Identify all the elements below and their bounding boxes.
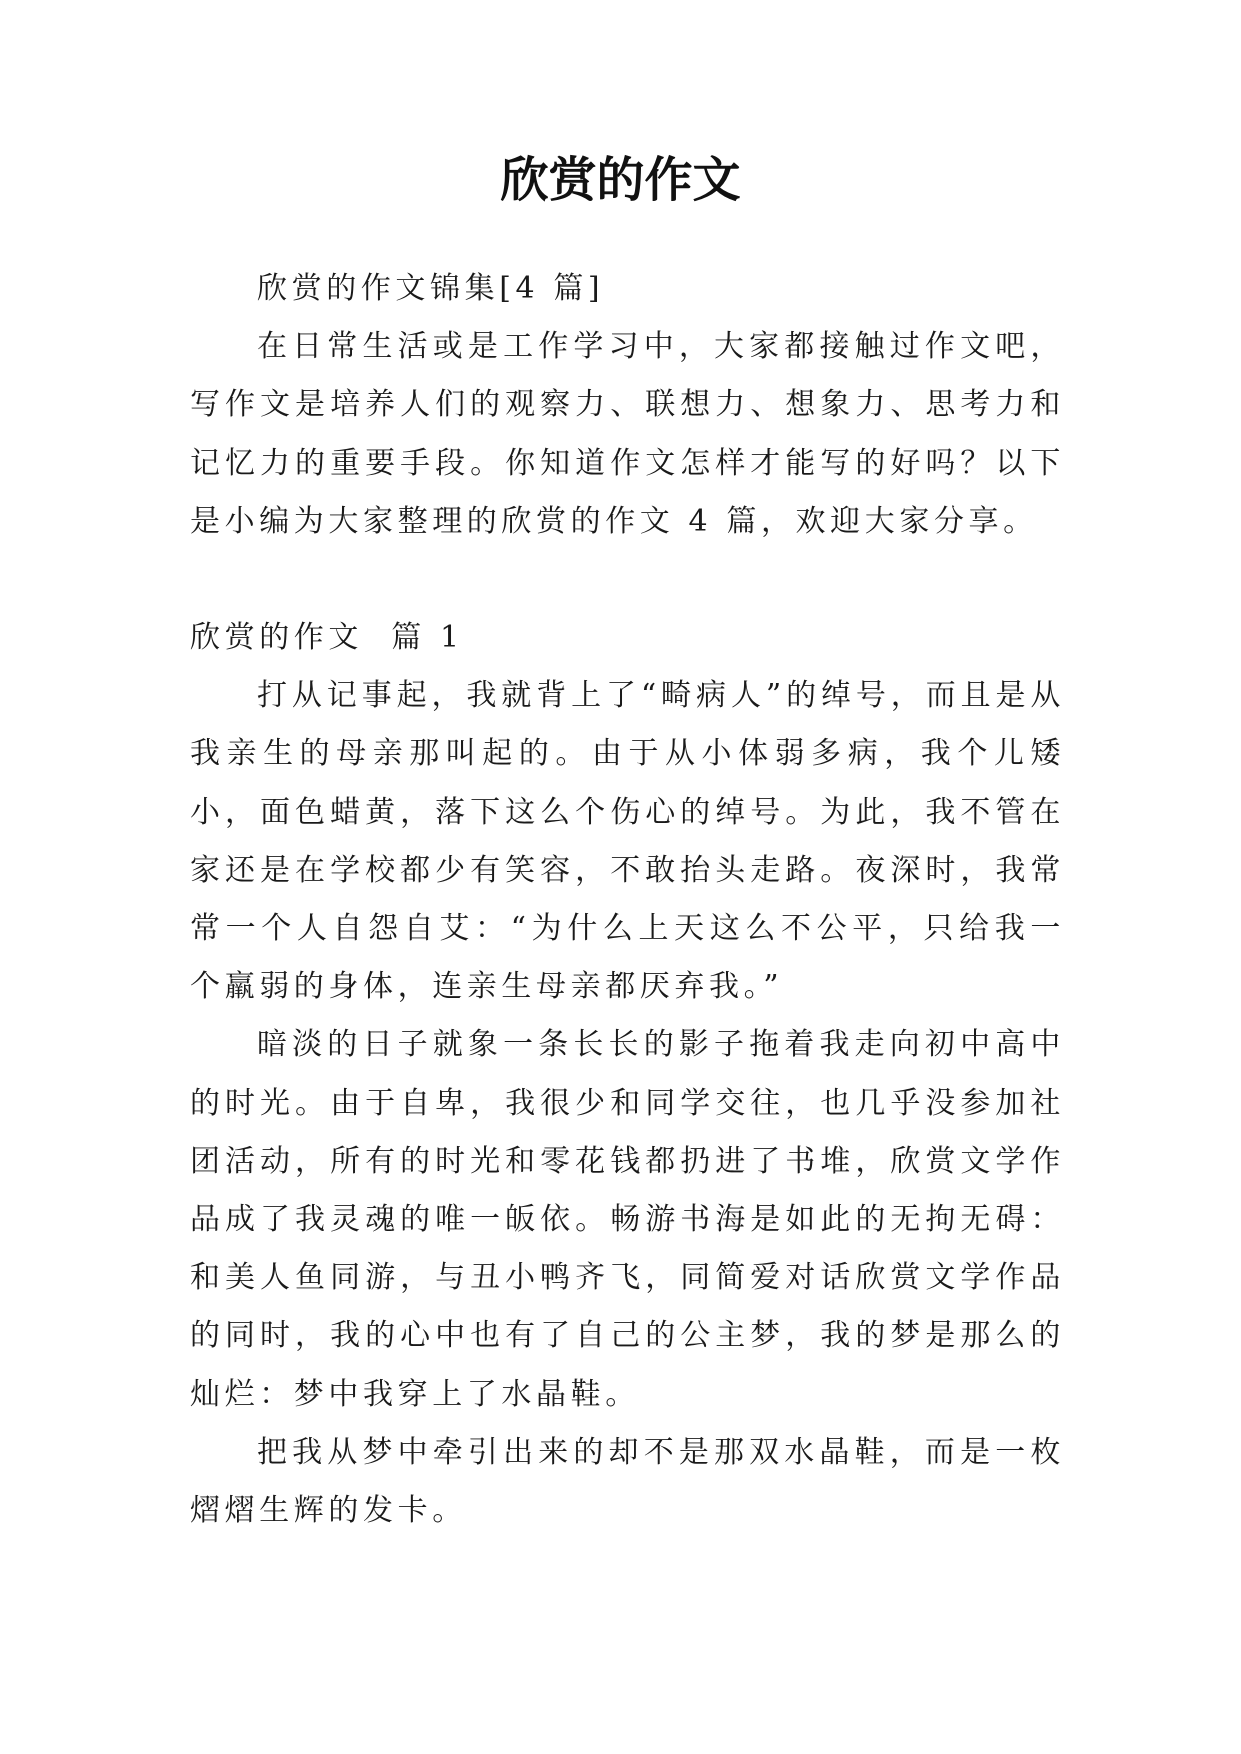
collection-heading: 欣赏的作文锦集[4 篇] — [257, 271, 605, 306]
body-paragraph: 暗淡的日子就象一条长长的影子拖着我走向初中高中的时光。由于自卑，我很少和同学交往，也几乎没参加社团活动，所有的时光和零花钱都扔进了书堆，欣赏文学作品成了我灵魂的唯一皈依。畅游书海是如此的无拘无碍：和美人鱼同游，与丑小鸭齐飞，同简爱对话欣赏文学作品的同时，我的心中也有了自己的公主梦，我的梦是那么的灿烂：梦中我穿上了水晶鞋。 — [190, 1027, 1065, 1412]
document-body — [190, 260, 1065, 1540]
body-paragraph: 打从记事起，我就背上了“畸病人”的绰号，而且是从我亲生的母亲那叫起的。由于从小体弱多病，我个儿矮小，面色蜡黄，落下这么个伤心的绰号。为此，我不管在家还是在学校都少有笑容，不敢抬头走路。夜深时，我常常一个人自怨自艾：“为什么上天这么不公平，只给我一个羸弱的身体，连亲生母亲都厌弃我。” — [190, 678, 1065, 1005]
document-title: 欣赏的作文 — [500, 152, 741, 208]
body-paragraph: 把我从梦中牵引出来的却不是那双水晶鞋，而是一枚熠熠生辉的发卡。 — [190, 1434, 1065, 1529]
intro-paragraph: 在日常生活或是工作学习中，大家都接触过作文吧，写作文是培养人们的观察力、联想力、想象力、思考力和记忆力的重要手段。你知道作文怎样才能写的好吗？以下是小编为大家整理的欣赏的作文 4 篇，欢迎大家分享。 — [190, 329, 1065, 539]
section-heading: 欣赏的作文 篇 1 — [190, 620, 464, 656]
